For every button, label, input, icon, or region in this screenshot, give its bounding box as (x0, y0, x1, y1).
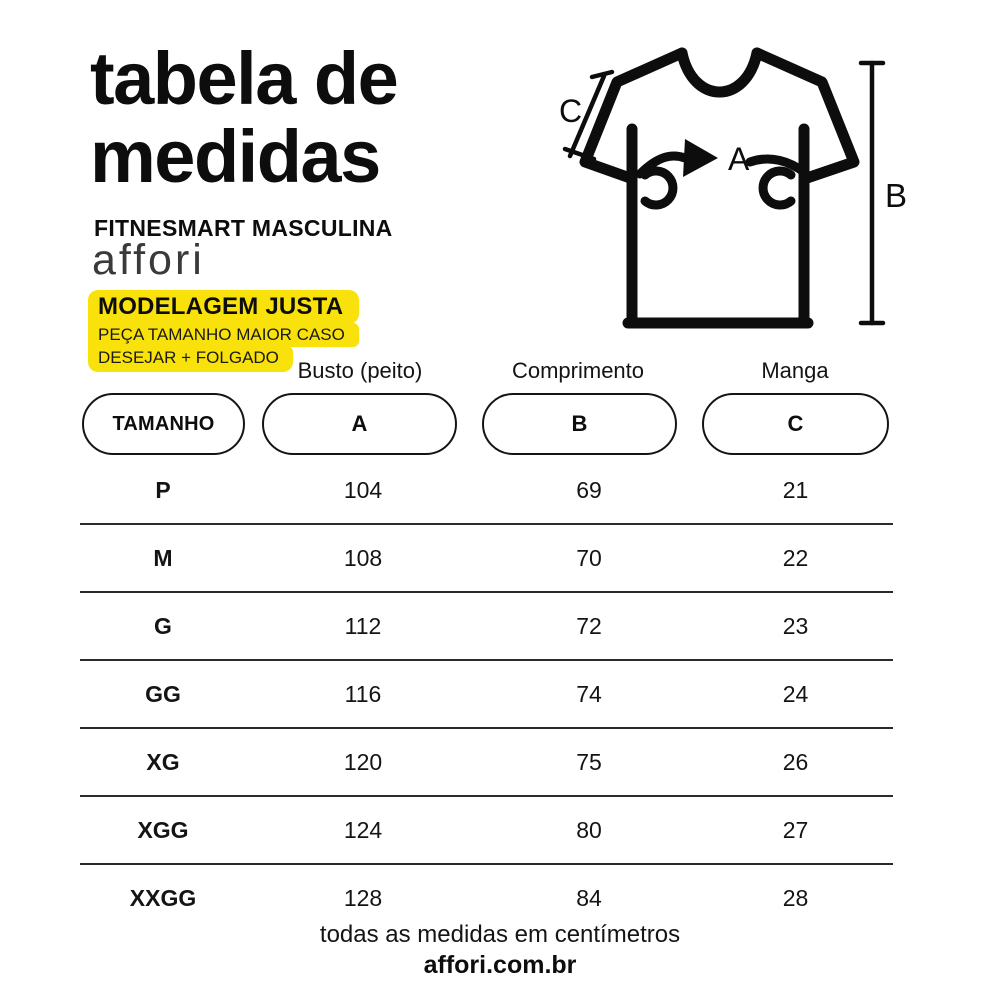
product-subtitle: FITNESMART MASCULINA (94, 215, 393, 241)
cell-busto: 128 (343, 884, 383, 911)
size-table-body (80, 457, 893, 931)
cell-comprimento: 75 (576, 748, 602, 775)
chest-tape-left-curl (645, 171, 673, 205)
chest-tape-right-curl (763, 171, 791, 205)
cell-size: G (154, 612, 172, 639)
cell-manga: 24 (782, 680, 809, 707)
diagram-label-a: A (728, 141, 750, 177)
cell-busto: 124 (343, 816, 383, 843)
pill-a: A (262, 393, 457, 455)
cell-manga: 21 (782, 476, 809, 503)
cell-busto: 104 (343, 476, 383, 503)
cell-comprimento: 84 (576, 884, 602, 911)
cell-size: XGG (137, 816, 189, 843)
table-row (80, 525, 893, 593)
cell-size: GG (145, 680, 181, 707)
fit-note-line2: PEÇA TAMANHO MAIOR CASO (88, 323, 359, 347)
cell-comprimento: 74 (576, 680, 602, 707)
brand-logo: affori (92, 236, 205, 284)
cell-manga: 28 (782, 884, 809, 911)
table-row (80, 593, 893, 661)
cell-busto: 116 (344, 680, 382, 707)
cell-comprimento: 69 (576, 476, 602, 503)
cell-size: P (155, 476, 171, 503)
page-title-line2: medidas (90, 115, 380, 198)
diagram-label-b: B (885, 177, 908, 214)
fit-note-line3: DESEJAR + FOLGADO (88, 346, 293, 372)
fit-note-title: MODELAGEM JUSTA (88, 290, 359, 324)
page-title (90, 37, 398, 198)
table-row (80, 797, 893, 865)
cell-manga: 22 (782, 544, 809, 571)
cell-busto: 108 (343, 544, 383, 571)
tshirt-measurement-diagram (545, 25, 955, 345)
cell-size: XG (146, 748, 180, 775)
pill-b: B (482, 393, 677, 455)
diagram-label-c: C (559, 93, 583, 129)
units-note: todas as medidas em centímetros (319, 921, 681, 948)
column-header-busto: Busto (peito) (297, 358, 423, 383)
cell-busto: 112 (344, 612, 382, 639)
pill-tamanho: TAMANHO (82, 393, 245, 455)
chest-arrow-icon (683, 139, 718, 177)
cell-manga: 27 (782, 816, 809, 843)
cell-manga: 26 (782, 748, 809, 775)
table-row (80, 729, 893, 797)
cell-size: XXGG (129, 884, 197, 911)
cell-comprimento: 70 (576, 544, 602, 571)
website-url: affori.com.br (423, 951, 577, 979)
pill-c: C (702, 393, 889, 455)
table-row (80, 661, 893, 729)
column-header-manga: Manga (761, 358, 829, 383)
cell-size: M (153, 544, 173, 571)
table-row (80, 457, 893, 525)
page-title-line1: tabela de (90, 37, 398, 120)
cell-busto: 120 (343, 748, 383, 775)
cell-comprimento: 72 (576, 612, 602, 639)
column-header-comprimento: Comprimento (511, 358, 645, 383)
cell-comprimento: 80 (576, 816, 602, 843)
cell-manga: 23 (782, 612, 809, 639)
tshirt-collar (682, 53, 757, 92)
